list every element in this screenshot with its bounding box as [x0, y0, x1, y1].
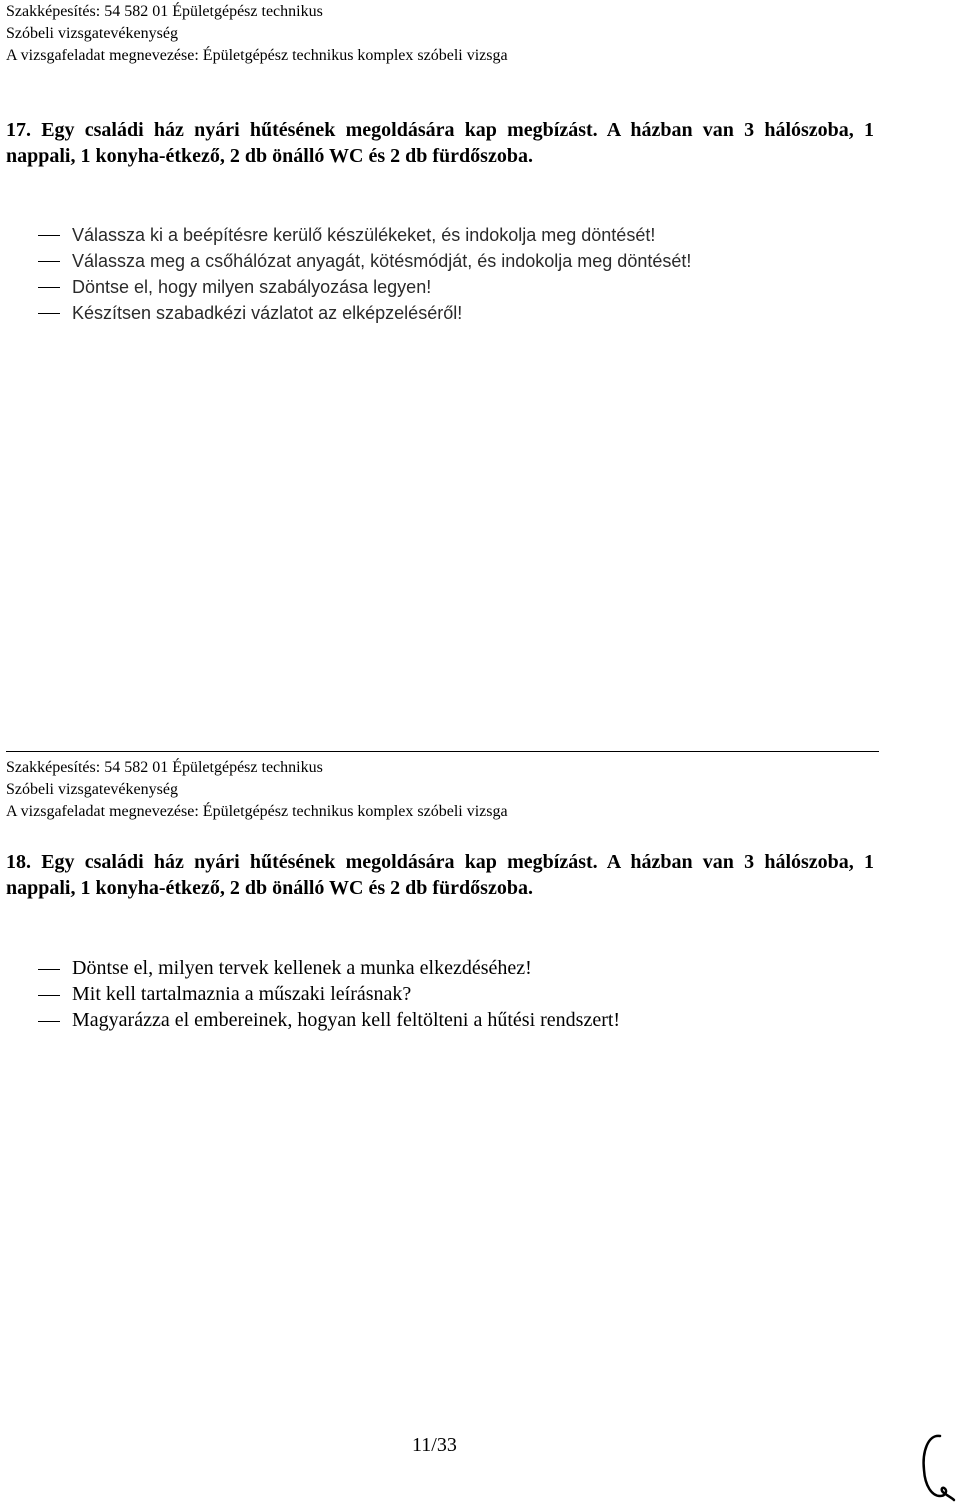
page-number: 11/33	[412, 1434, 457, 1456]
question-18-task-list	[38, 955, 620, 1033]
task-text: Készítsen szabadkézi vázlatot az elképzeléséről!	[72, 303, 463, 323]
task-text: Mit kell tartalmaznia a műszaki leírásnak?	[72, 983, 412, 1005]
task-item	[38, 274, 691, 300]
task-item	[38, 248, 691, 274]
dash-bullet-icon	[38, 995, 60, 996]
header-exam-task-name: A vizsgafeladat megnevezése: Épületgépész technikus komplex szóbeli vizsga	[6, 47, 508, 64]
task-item	[38, 955, 620, 981]
task-item	[38, 981, 620, 1007]
page-header	[6, 1, 508, 67]
section-header	[6, 757, 508, 823]
header-exam-activity: Szóbeli vizsgatevékenység	[6, 781, 178, 798]
task-text: Döntse el, hogy milyen szabályozása legyen!	[72, 277, 432, 297]
dash-bullet-icon	[38, 287, 60, 288]
task-item	[38, 1007, 620, 1033]
section-divider	[6, 751, 879, 752]
task-text: Válassza ki a beépítésre kerülő készülékeket, és indokolja meg döntését!	[72, 225, 656, 245]
task-item	[38, 222, 691, 248]
question-17: 17. Egy családi ház nyári hűtésének megoldására kap megbízást. A házban van 3 hálószoba, 1 nappali, 1 konyha-étkező, 2 db önálló WC és 2 db fürdőszoba.	[6, 119, 874, 167]
dash-bullet-icon	[38, 235, 60, 236]
signature-mark	[918, 1430, 956, 1502]
question-17-task-list	[38, 222, 691, 326]
task-item	[38, 300, 691, 326]
task-text: Magyarázza el embereinek, hogyan kell feltölteni a hűtési rendszert!	[72, 1009, 621, 1031]
question-18: 18. Egy családi ház nyári hűtésének megoldására kap megbízást. A házban van 3 hálószoba, 1 nappali, 1 konyha-étkező, 2 db önálló WC és 2 db fürdőszoba.	[6, 851, 874, 899]
dash-bullet-icon	[38, 969, 60, 970]
header-qualification: Szakképesítés: 54 582 01 Épületgépész technikus	[6, 3, 323, 20]
dash-bullet-icon	[38, 313, 60, 314]
dash-bullet-icon	[38, 261, 60, 262]
dash-bullet-icon	[38, 1021, 60, 1022]
header-exam-task-name: A vizsgafeladat megnevezése: Épületgépész technikus komplex szóbeli vizsga	[6, 803, 508, 820]
task-text: Döntse el, milyen tervek kellenek a munka elkezdéséhez!	[72, 957, 532, 979]
header-qualification: Szakképesítés: 54 582 01 Épületgépész technikus	[6, 759, 323, 776]
header-exam-activity: Szóbeli vizsgatevékenység	[6, 25, 178, 42]
task-text: Válassza meg a csőhálózat anyagát, kötésmódját, és indokolja meg döntését!	[72, 251, 692, 271]
